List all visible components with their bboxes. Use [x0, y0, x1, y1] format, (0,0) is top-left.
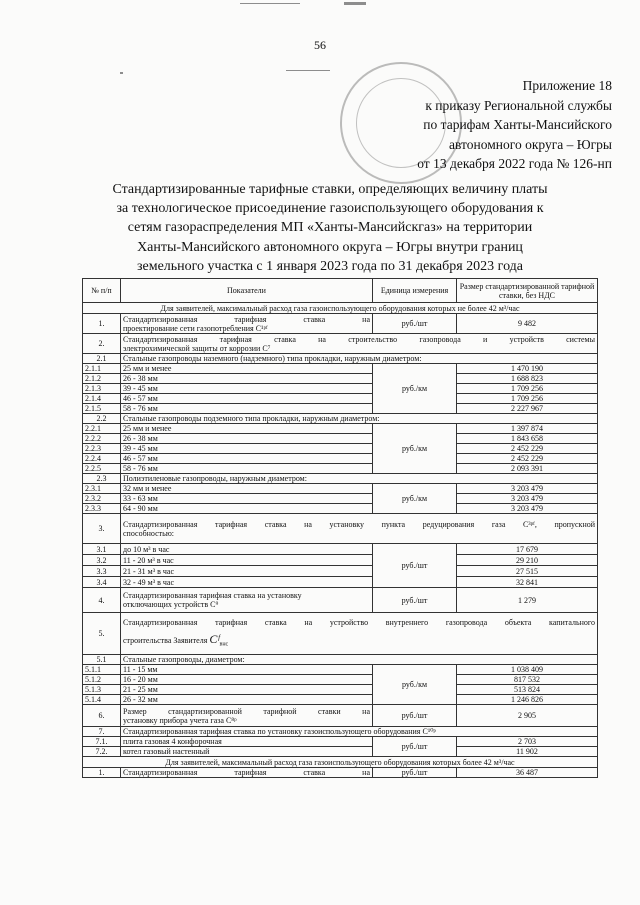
row-value: 2 227 967	[457, 404, 598, 414]
row-unit: руб./км	[373, 484, 457, 514]
table-row	[83, 727, 598, 737]
table-row	[83, 566, 598, 577]
table-row	[83, 514, 598, 544]
table-row	[83, 454, 598, 464]
row-num: 7.2.	[83, 747, 121, 757]
row-unit: руб./шт	[373, 768, 457, 778]
page-number: 56	[314, 38, 326, 52]
row-num: 2.2.3	[83, 444, 121, 454]
row-name: Стальные газопроводы наземного (надземного) типа прокладки, наружным диаметром:	[121, 354, 598, 364]
row-value: 2 452 229	[457, 454, 598, 464]
row-value: 2 452 229	[457, 444, 598, 454]
row-num: 5.1.2	[83, 675, 121, 685]
appendix-line: по тарифам Ханты-Мансийского	[423, 117, 612, 132]
row-num: 2.1.2	[83, 374, 121, 384]
section-title: Для заявителей, максимальный расход газа газоиспользующего оборудования которых более 42 м³/час	[83, 757, 598, 768]
title-line: Ханты-Мансийского автономного округа – Югры внутри границ	[137, 239, 523, 255]
table-row	[83, 494, 598, 504]
row-value: 32 841	[457, 577, 598, 588]
row-name: 32 мм и менее	[121, 484, 373, 494]
row-name: 58 - 76 мм	[121, 464, 373, 474]
row-num: 2.1.5	[83, 404, 121, 414]
row-value: 17 679	[457, 544, 598, 555]
row-num: 1.	[83, 768, 121, 778]
row-name: 46 - 57 мм	[121, 394, 373, 404]
row-value: 9 482	[457, 314, 598, 334]
row-value: 817 532	[457, 675, 598, 685]
row-num: 5.1	[83, 655, 121, 665]
row-num: 2.3	[83, 474, 121, 484]
section-title: Для заявителей, максимальный расход газа газоиспользующего оборудования которых не более 42 м³/час	[83, 303, 598, 314]
table-row	[83, 354, 598, 364]
row-num: 2.3.3	[83, 504, 121, 514]
row-name: 11 - 20 м³ в час	[121, 555, 373, 566]
table-row	[83, 384, 598, 394]
row-num: 2.2.1	[83, 424, 121, 434]
row-num: 5.1.3	[83, 685, 121, 695]
table-row	[83, 675, 598, 685]
row-num: 7.1.	[83, 737, 121, 747]
row-value: 1 397 874	[457, 424, 598, 434]
row-value: 2 905	[457, 705, 598, 727]
row-name: 25 мм и менее	[121, 424, 373, 434]
table-row	[83, 747, 598, 757]
table-row	[83, 424, 598, 434]
row-value: 1 843 658	[457, 434, 598, 444]
row-num: 5.	[83, 613, 121, 655]
row-name: 46 - 57 мм	[121, 454, 373, 464]
scan-mark	[120, 72, 123, 74]
row-name: Полиэтиленовые газопроводы, наружным диаметром:	[121, 474, 598, 484]
row-num: 3.3	[83, 566, 121, 577]
table-row	[83, 334, 598, 354]
row-unit: руб./км	[373, 424, 457, 474]
row-num: 2.3.1	[83, 484, 121, 494]
row-num: 4.	[83, 588, 121, 613]
table-row	[83, 484, 598, 494]
row-name: Стандартизированная тарифная ставка на устройство внутреннего газопровода объекта капитального строительства Заявителя Cᶠ$_{внс}$	[121, 613, 598, 655]
table-row	[83, 613, 598, 655]
table-row	[83, 404, 598, 414]
row-name: 32 - 49 м³ в час	[121, 577, 373, 588]
row-num: 6.	[83, 705, 121, 727]
row-value: 2 093 391	[457, 464, 598, 474]
scan-mark	[240, 3, 300, 4]
table-row	[83, 314, 598, 334]
row-name: Стандартизированная тарифная ставка на	[121, 768, 373, 778]
row-name: 26 - 38 мм	[121, 434, 373, 444]
scan-mark	[286, 70, 330, 71]
row-name: Стальные газопроводы подземного типа прокладки, наружным диаметром:	[121, 414, 598, 424]
table-row	[83, 655, 598, 665]
row-name: Стандартизированная тарифная ставка на проектирование сети газопотребления С¹ᵖᶠ	[121, 314, 373, 334]
row-num: 5.1.4	[83, 695, 121, 705]
row-num: 2.2.2	[83, 434, 121, 444]
table-row	[83, 555, 598, 566]
row-num: 2.	[83, 334, 121, 354]
row-value: 27 515	[457, 566, 598, 577]
row-name: Стандартизированная тарифная ставка на строительство газопровода и устройств системы электрохимической защиты от коррозии С⁷	[121, 334, 598, 354]
row-num: 2.1.1	[83, 364, 121, 374]
row-name: 21 - 31 м³ в час	[121, 566, 373, 577]
row-value: 2 703	[457, 737, 598, 747]
table-row	[83, 474, 598, 484]
header-name: Показатели	[121, 279, 373, 303]
row-name: котел газовый настенный	[121, 747, 373, 757]
row-name: 58 - 76 мм	[121, 404, 373, 414]
table-row	[83, 414, 598, 424]
title-line: Стандартизированные тарифные ставки, определяющих величину платы	[112, 182, 548, 197]
row-name: Стандартизированная тарифная ставка по установку газоиспользующего оборудования С¹⁰ᵖ	[121, 727, 598, 737]
row-unit: руб./шт	[373, 544, 457, 588]
row-num: 3.1	[83, 544, 121, 555]
table-row	[83, 665, 598, 675]
row-num: 3.	[83, 514, 121, 544]
row-name: Размер стандартизированной тарифной ставки на установку прибора учета газа С⁸ᵖ	[121, 705, 373, 727]
table-row	[83, 705, 598, 727]
row-name: 33 - 63 мм	[121, 494, 373, 504]
row-unit: руб./шт	[373, 737, 457, 757]
table-row	[83, 685, 598, 695]
table-row	[83, 737, 598, 747]
table-row	[83, 374, 598, 384]
appendix-line: от 13 декабря 2022 года № 126-нп	[417, 156, 612, 171]
row-value: 3 203 479	[457, 484, 598, 494]
row-num: 2.1	[83, 354, 121, 364]
header-unit: Единица измерения	[373, 279, 457, 303]
row-unit: руб./шт	[373, 314, 457, 334]
section-row	[83, 757, 598, 768]
header-value: Размер стандартизированной тарифной ставки, без НДС	[457, 279, 598, 303]
row-num: 3.2	[83, 555, 121, 566]
row-name: 26 - 32 мм	[121, 695, 373, 705]
row-name: 25 мм и менее	[121, 364, 373, 374]
table-row	[83, 504, 598, 514]
table-row	[83, 394, 598, 404]
row-name: Стальные газопроводы, диаметром:	[121, 655, 598, 665]
title-line: сетям газораспределения МП «Ханты-Мансийскгаз» на территории	[127, 220, 533, 236]
row-num: 3.4	[83, 577, 121, 588]
title-line: земельного участка с 1 января 2023 года по 31 декабря 2023 года	[136, 258, 524, 274]
row-name: Стандартизированная тарифная ставка на установку отключающих устройств С⁹	[121, 588, 373, 613]
row-name: 11 - 15 мм	[121, 665, 373, 675]
row-value: 1 038 409	[457, 665, 598, 675]
row-value: 3 203 479	[457, 494, 598, 504]
row-unit: руб./шт	[373, 588, 457, 613]
formula-subscript: внс	[219, 641, 229, 648]
table-row	[83, 544, 598, 555]
row-value: 1 279	[457, 588, 598, 613]
row-num: 2.3.2	[83, 494, 121, 504]
row-num: 7.	[83, 727, 121, 737]
table-row	[83, 768, 598, 778]
row-name: Стандартизированная тарифная ставка на установку пункта редуцирования газа С³ᵖᶠ, пропускной способностью:	[121, 514, 598, 544]
formula-symbol: Cᶠ	[209, 631, 220, 646]
document-title	[60, 180, 600, 276]
appendix-line: автономного округа – Югры	[449, 136, 612, 152]
table-row	[83, 464, 598, 474]
row-value: 1 470 190	[457, 364, 598, 374]
table-row	[83, 695, 598, 705]
row-name: 26 - 38 мм	[121, 374, 373, 384]
row-num: 1.	[83, 314, 121, 334]
row-unit: руб./шт	[373, 705, 457, 727]
row-num: 5.1.1	[83, 665, 121, 675]
row-num: 2.1.3	[83, 384, 121, 394]
row-name: 16 - 20 мм	[121, 675, 373, 685]
table-header-row	[83, 279, 598, 303]
table-row	[83, 577, 598, 588]
row-name: плита газовая 4 конфорочная	[121, 737, 373, 747]
row-num: 2.2	[83, 414, 121, 424]
row-value: 1 709 256	[457, 384, 598, 394]
row-name: 39 - 45 мм	[121, 384, 373, 394]
appendix-line: Приложение 18	[522, 78, 612, 93]
appendix-line: к приказу Региональной службы	[425, 97, 612, 113]
row-value: 1 709 256	[457, 394, 598, 404]
row-name: 21 - 25 мм	[121, 685, 373, 695]
row-unit: руб./км	[373, 665, 457, 705]
table-row	[83, 364, 598, 374]
appendix-block	[417, 76, 612, 174]
scan-mark	[344, 2, 366, 5]
row-value: 1 246 826	[457, 695, 598, 705]
row-value: 36 487	[457, 768, 598, 778]
tariff-table	[82, 278, 598, 778]
table-row	[83, 434, 598, 444]
row-value: 29 210	[457, 555, 598, 566]
row-name: 39 - 45 мм	[121, 444, 373, 454]
row-value: 513 824	[457, 685, 598, 695]
row-num: 2.2.5	[83, 464, 121, 474]
row-num: 2.2.4	[83, 454, 121, 464]
row-value: 11 902	[457, 747, 598, 757]
title-line: за технологическое присоединение газоиспользующего оборудования к	[116, 201, 544, 217]
row-unit: руб./км	[373, 364, 457, 414]
table-row	[83, 444, 598, 454]
row-name: до 10 м³ в час	[121, 544, 373, 555]
section-row	[83, 303, 598, 314]
row-value: 1 688 823	[457, 374, 598, 384]
row-num: 2.1.4	[83, 394, 121, 404]
table-row	[83, 588, 598, 613]
row-value: 3 203 479	[457, 504, 598, 514]
header-num: № п/п	[83, 279, 121, 303]
row-name: 64 - 90 мм	[121, 504, 373, 514]
